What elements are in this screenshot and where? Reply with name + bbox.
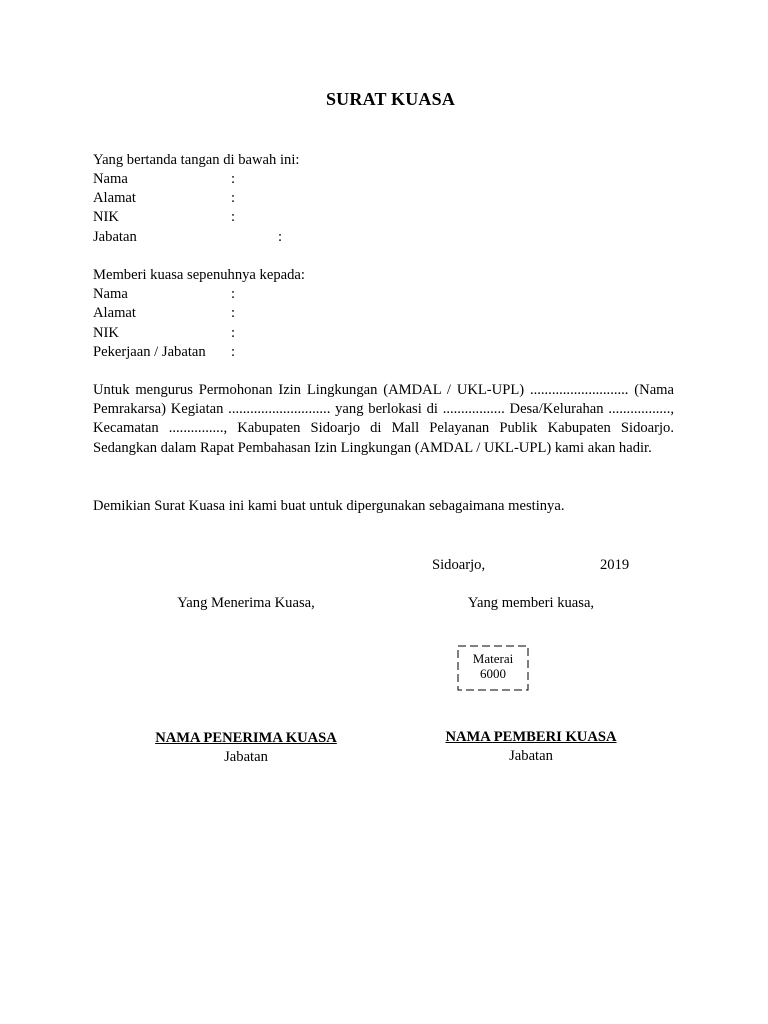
closing-statement: Demikian Surat Kuasa ini kami buat untuk dipergunakan sebagaimana mestinya. (93, 498, 565, 514)
grantee-field-nik-label: NIK (93, 325, 119, 341)
grantee-field-name-colon: : (231, 286, 236, 302)
grantor-field-name-colon: : (231, 171, 236, 187)
grantee-field-address-colon: : (231, 305, 236, 321)
receiver-position: Jabatan (224, 749, 268, 765)
year-label: 2019 (600, 557, 630, 573)
grantor-field-position-colon: : (278, 229, 283, 245)
grantee-field-occupation-label: Pekerjaan / Jabatan (93, 344, 206, 360)
giver-heading: Yang memberi kuasa, (467, 595, 595, 611)
grantor-field-address-label: Alamat (93, 190, 136, 206)
grantor-field-name-label: Nama (93, 171, 128, 187)
document-title: SURAT KUASA (325, 89, 456, 109)
grantee-field-address-label: Alamat (93, 305, 136, 321)
grantor-intro: Yang bertanda tangan di bawah ini: (93, 152, 300, 168)
grantor-field-nik-label: NIK (93, 209, 119, 225)
grantor-field-position-label: Jabatan (93, 229, 137, 245)
body-paragraph: Untuk mengurus Permohonan Izin Lingkungan (AMDAL / UKL-UPL) ........................... (Nama Pemrakarsa) Kegiatan ............................ yang berlokasi di ................. Desa/Kelurahan ................., Kecamatan ..............., Kabupaten Sidoarjo di Mall Pelayanan Publik Kabupaten Sidoarjo. Sedangkan dalam Rapat Pembahasan Izin Lingkungan (AMDAL / UKL-UPL) kami akan hadir. (93, 382, 674, 456)
grantor-field-address-colon: : (231, 190, 236, 206)
grantor-field-nik-colon: : (231, 209, 236, 225)
grantee-field-name-label: Nama (93, 286, 128, 302)
stamp-placeholder (457, 645, 529, 691)
stamp-line-1: Materai (472, 651, 514, 666)
giver-name: NAMA PEMBERI KUASA (445, 729, 617, 745)
grantee-intro: Memberi kuasa sepenuhnya kepada: (93, 267, 305, 283)
place-label: Sidoarjo, (432, 557, 486, 573)
grantee-field-nik-colon: : (231, 325, 236, 341)
giver-position: Jabatan (509, 748, 553, 764)
stamp-line-2: 6000 (480, 666, 506, 681)
receiver-name: NAMA PENERIMA KUASA (155, 730, 337, 746)
receiver-heading: Yang Menerima Kuasa, (177, 595, 315, 611)
grantee-field-occupation-colon: : (231, 344, 236, 360)
